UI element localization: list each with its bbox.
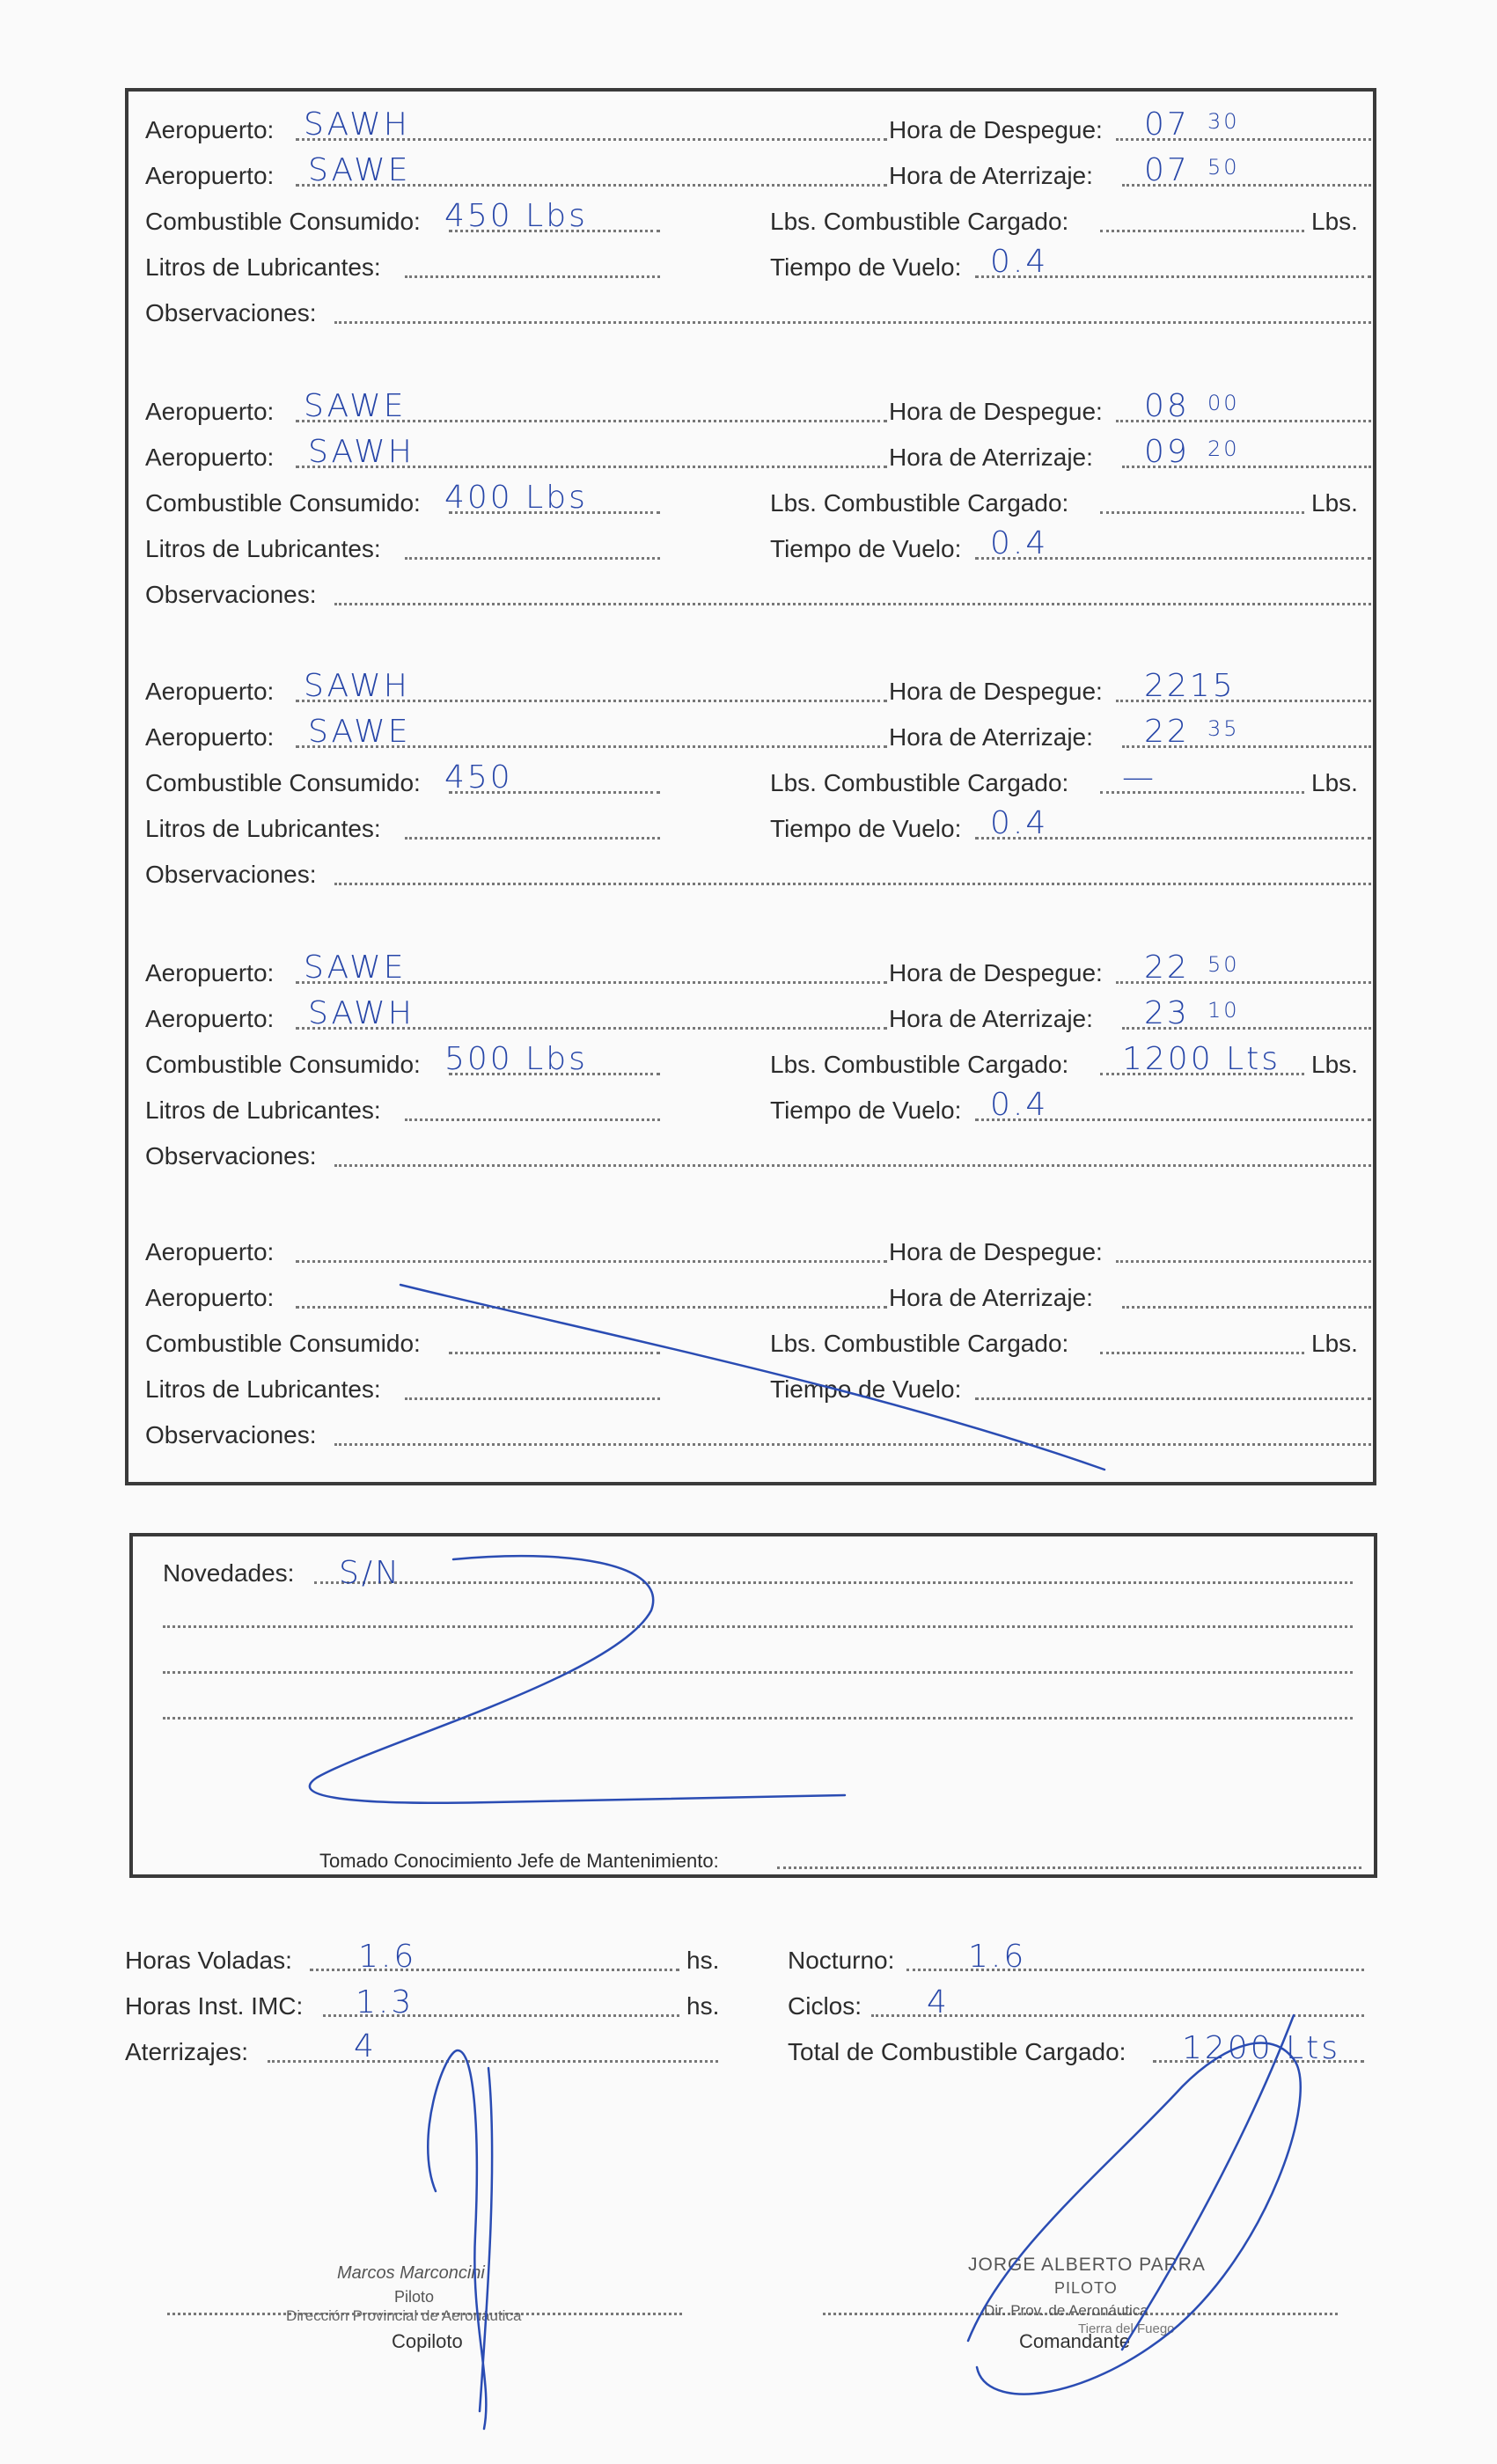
comandante-label: Comandante — [1019, 2330, 1130, 2352]
aterrizajes-value: 4 — [354, 2028, 377, 2064]
combustible-consumido-label: Combustible Consumido: — [145, 1330, 421, 1357]
horas-imc-unit: hs. — [686, 1992, 720, 2020]
horas-voladas-unit: hs. — [686, 1947, 720, 1974]
origin-airport: SAWE — [304, 950, 407, 986]
combustible-consumido-label: Combustible Consumido: — [145, 769, 421, 796]
copiloto-signature-stroke — [428, 2050, 486, 2429]
aeropuerto-label: Aeropuerto: — [145, 116, 275, 143]
combustible-cargado-value: 1200 Lts — [1122, 1041, 1281, 1077]
destination-airport: SAWE — [308, 714, 411, 750]
combustible-cargado-value: — — [1122, 759, 1156, 796]
hora-aterrizaje-label: Hora de Aterrizaje: — [889, 162, 1093, 189]
hora-aterrizaje-minutes: 20 — [1207, 436, 1240, 461]
lbs-unit: Lbs. — [1311, 1330, 1358, 1357]
hora-aterrizaje-minutes: 50 — [1207, 155, 1240, 180]
litros-lubricantes-label: Litros de Lubricantes: — [145, 1375, 381, 1403]
hora-despegue-label: Hora de Despegue: — [889, 678, 1103, 705]
tiempo-vuelo-value: 0.4 — [990, 1087, 1049, 1123]
litros-lubricantes-label: Litros de Lubricantes: — [145, 253, 381, 281]
hora-despegue-label: Hora de Despegue: — [889, 1238, 1103, 1265]
observaciones-label: Observaciones: — [145, 861, 317, 888]
litros-lubricantes-label: Litros de Lubricantes: — [145, 815, 381, 842]
ciclos-value: 4 — [927, 1984, 950, 2020]
tiempo-vuelo-label: Tiempo de Vuelo: — [770, 535, 962, 562]
combustible-consumido-label: Combustible Consumido: — [145, 489, 421, 517]
origin-airport: SAWE — [304, 388, 407, 424]
horas-voladas-label: Horas Voladas: — [125, 1947, 292, 1974]
combustible-consumido-value: 450 — [444, 759, 513, 796]
hora-despegue-value: 2215 — [1144, 668, 1236, 704]
horas-imc-label: Horas Inst. IMC: — [125, 1992, 304, 2020]
origin-airport: SAWH — [304, 668, 410, 704]
copiloto-stamp-name: Marcos Marconcini — [337, 2263, 485, 2283]
comandante-stamp-org: Dir. Prov. de Aeronáutica — [984, 2302, 1148, 2319]
tiempo-vuelo-value: 0.4 — [990, 525, 1049, 561]
aeropuerto-label: Aeropuerto: — [145, 959, 275, 986]
origin-airport: SAWH — [304, 106, 410, 143]
cancel-line-stroke — [400, 1285, 1104, 1470]
horas-voladas-value: 1.6 — [358, 1939, 417, 1975]
destination-airport: SAWH — [308, 434, 415, 470]
litros-lubricantes-label: Litros de Lubricantes: — [145, 1096, 381, 1124]
combustible-consumido-value: 400 Lbs — [444, 480, 588, 516]
hora-despegue-minutes: 50 — [1207, 952, 1240, 977]
tiempo-vuelo-label: Tiempo de Vuelo: — [770, 815, 962, 842]
hora-despegue-value: 08 — [1144, 388, 1190, 424]
combustible-cargado-label: Lbs. Combustible Cargado: — [770, 1330, 1069, 1357]
combustible-cargado-label: Lbs. Combustible Cargado: — [770, 208, 1069, 235]
copiloto-stamp-org: Dirección Provincial de Aeronáutica — [286, 2307, 522, 2324]
tiempo-vuelo-label: Tiempo de Vuelo: — [770, 1375, 962, 1403]
comandante-stamp-role: PILOTO — [1054, 2279, 1118, 2297]
combustible-cargado-label: Lbs. Combustible Cargado: — [770, 1051, 1069, 1078]
comandante-stamp-place: Tierra del Fuego — [1078, 2321, 1175, 2336]
aeropuerto-label: Aeropuerto: — [145, 398, 275, 425]
novedades-z-stroke — [310, 1556, 845, 1803]
hora-despegue-minutes: 00 — [1207, 391, 1240, 415]
hora-aterrizaje-value: 07 — [1144, 152, 1190, 188]
hora-aterrizaje-minutes: 10 — [1207, 998, 1240, 1023]
aterrizajes-label: Aterrizajes: — [125, 2038, 249, 2065]
combustible-consumido-value: 500 Lbs — [444, 1041, 588, 1077]
tiempo-vuelo-value: 0.4 — [990, 244, 1049, 280]
lbs-unit: Lbs. — [1311, 769, 1358, 796]
hora-aterrizaje-label: Hora de Aterrizaje: — [889, 444, 1093, 471]
observaciones-label: Observaciones: — [145, 299, 317, 326]
total-combustible-label: Total de Combustible Cargado: — [788, 2038, 1126, 2065]
aeropuerto-label: Aeropuerto: — [145, 1005, 275, 1032]
combustible-cargado-label: Lbs. Combustible Cargado: — [770, 769, 1069, 796]
hora-aterrizaje-label: Hora de Aterrizaje: — [889, 1284, 1093, 1311]
lbs-unit: Lbs. — [1311, 1051, 1358, 1078]
novedades-label: Novedades: — [163, 1559, 295, 1587]
copiloto-stamp-role: Piloto — [394, 2288, 435, 2306]
combustible-cargado-label: Lbs. Combustible Cargado: — [770, 489, 1069, 517]
combustible-consumido-value: 450 Lbs — [444, 198, 588, 234]
comandante-signature-stroke — [968, 2042, 1301, 2394]
aeropuerto-label: Aeropuerto: — [145, 444, 275, 471]
copiloto-signature-stroke-2 — [480, 2068, 492, 2411]
novedades-value: S/N — [339, 1555, 401, 1591]
nocturno-value: 1.6 — [968, 1939, 1027, 1975]
hora-despegue-label: Hora de Despegue: — [889, 116, 1103, 143]
aeropuerto-label: Aeropuerto: — [145, 723, 275, 751]
tiempo-vuelo-value: 0.4 — [990, 805, 1049, 841]
hora-aterrizaje-value: 22 — [1144, 714, 1190, 750]
jefe-mantenimiento-label: Tomado Conocimiento Jefe de Mantenimiento: — [319, 1850, 719, 1872]
aeropuerto-label: Aeropuerto: — [145, 1284, 275, 1311]
comandante-stamp-name: JORGE ALBERTO PARRA — [968, 2255, 1206, 2275]
lbs-unit: Lbs. — [1311, 208, 1358, 235]
combustible-consumido-label: Combustible Consumido: — [145, 208, 421, 235]
hora-aterrizaje-minutes: 35 — [1207, 716, 1240, 741]
tiempo-vuelo-label: Tiempo de Vuelo: — [770, 253, 962, 281]
nocturno-label: Nocturno: — [788, 1947, 895, 1974]
lbs-unit: Lbs. — [1311, 489, 1358, 517]
observaciones-label: Observaciones: — [145, 581, 317, 608]
hora-despegue-label: Hora de Despegue: — [889, 398, 1103, 425]
hora-aterrizaje-value: 23 — [1144, 995, 1190, 1031]
hora-despegue-value: 22 — [1144, 950, 1190, 986]
total-combustible-value: 1200 Lts — [1182, 2030, 1340, 2066]
aeropuerto-label: Aeropuerto: — [145, 1238, 275, 1265]
hora-aterrizaje-label: Hora de Aterrizaje: — [889, 723, 1093, 751]
observaciones-label: Observaciones: — [145, 1421, 317, 1448]
observaciones-label: Observaciones: — [145, 1142, 317, 1170]
aeropuerto-label: Aeropuerto: — [145, 678, 275, 705]
destination-airport: SAWH — [308, 995, 415, 1031]
hora-aterrizaje-value: 09 — [1144, 434, 1190, 470]
tiempo-vuelo-label: Tiempo de Vuelo: — [770, 1096, 962, 1124]
combustible-consumido-label: Combustible Consumido: — [145, 1051, 421, 1078]
destination-airport: SAWE — [308, 152, 411, 188]
litros-lubricantes-label: Litros de Lubricantes: — [145, 535, 381, 562]
copiloto-label: Copiloto — [392, 2330, 463, 2352]
hora-aterrizaje-label: Hora de Aterrizaje: — [889, 1005, 1093, 1032]
horas-imc-value: 1.3 — [356, 1984, 415, 2020]
hora-despegue-label: Hora de Despegue: — [889, 959, 1103, 986]
aeropuerto-label: Aeropuerto: — [145, 162, 275, 189]
hora-despegue-value: 07 — [1144, 106, 1190, 143]
ciclos-label: Ciclos: — [788, 1992, 862, 2020]
hora-despegue-minutes: 30 — [1207, 109, 1240, 134]
